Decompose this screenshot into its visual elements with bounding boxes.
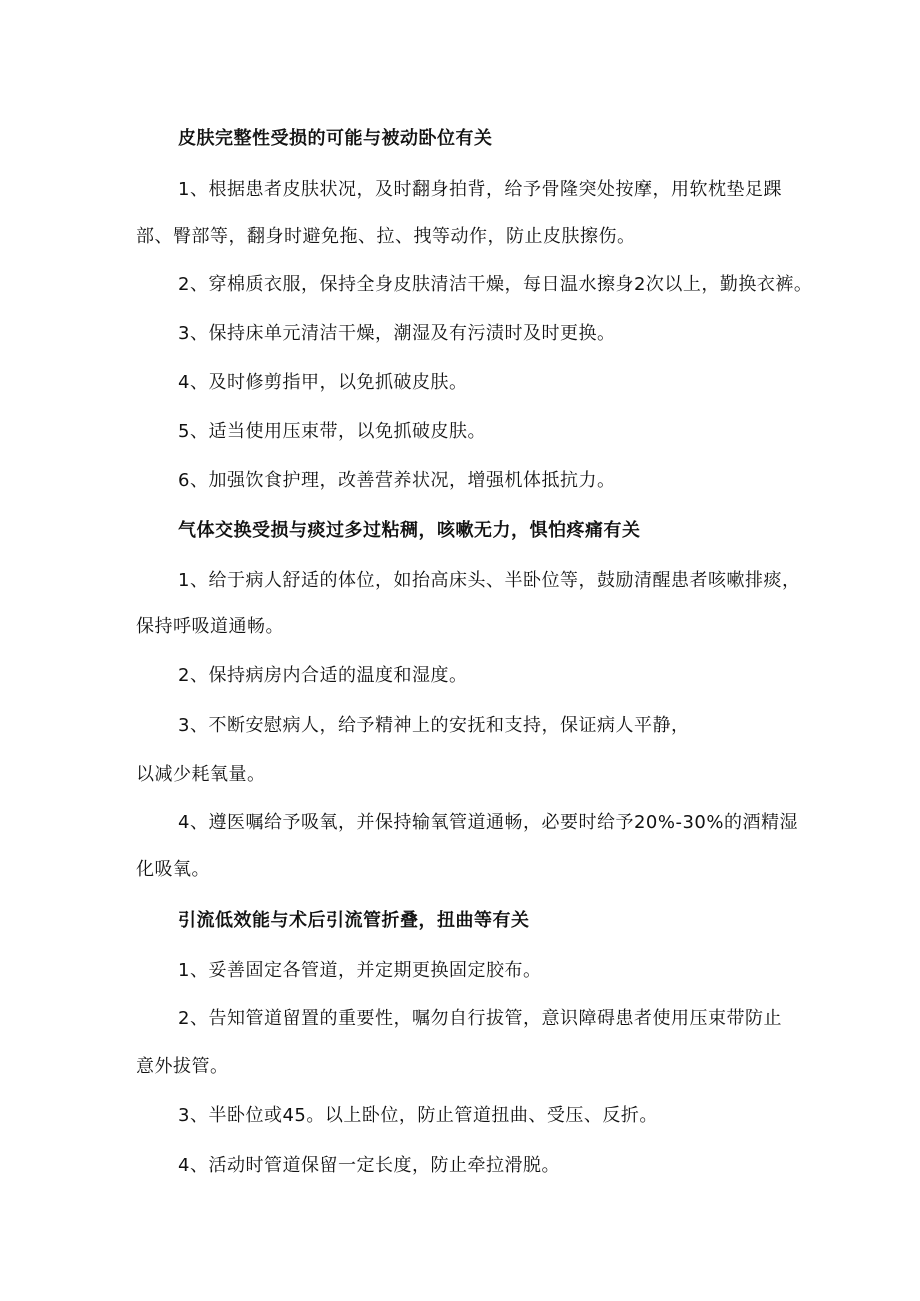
paragraph-line: 5、适当使用压束带，以免抓破皮肤。 bbox=[178, 421, 486, 442]
paragraph-line: 3、保持床单元清洁干燥，潮湿及有污渍时及时更换。 bbox=[178, 323, 616, 344]
section-heading: 皮肤完整性受损的可能与被动卧位有关 bbox=[178, 128, 493, 149]
paragraph-line: 2、穿棉质衣服，保持全身皮肤清洁干燥，每日温水擦身2次以上，勤换衣裤。 bbox=[178, 274, 813, 295]
paragraph-line: 1、妥善固定各管道，并定期更换固定胶布。 bbox=[178, 960, 542, 981]
paragraph-line: 2、保持病房内合适的温度和湿度。 bbox=[178, 665, 468, 686]
paragraph-line: 6、加强饮食护理，改善营养状况，增强机体抵抗力。 bbox=[178, 470, 616, 491]
section-heading: 气体交换受损与痰过多过粘稠，咳嗽无力，惧怕疼痛有关 bbox=[178, 520, 641, 541]
paragraph-line: 1、给于病人舒适的体位，如抬高床头、半卧位等，鼓励清醒患者咳嗽排痰， bbox=[178, 570, 801, 591]
section-heading: 引流低效能与术后引流管折叠，扭曲等有关 bbox=[178, 910, 530, 931]
paragraph-line: 3、不断安慰病人，给予精神上的安抚和支持，保证病人平静， bbox=[178, 715, 690, 736]
paragraph-line: 意外拔管。 bbox=[136, 1056, 229, 1077]
paragraph-line: 部、臀部等，翻身时避免拖、拉、拽等动作，防止皮肤擦伤。 bbox=[136, 226, 636, 247]
paragraph-line: 4、及时修剪指甲，以免抓破皮肤。 bbox=[178, 372, 468, 393]
paragraph-line: 1、根据患者皮肤状况，及时翻身拍背，给予骨隆突处按摩，用软枕垫足踝 bbox=[178, 179, 782, 200]
paragraph-line: 3、半卧位或45。以上卧位，防止管道扭曲、受压、反折。 bbox=[178, 1105, 658, 1126]
paragraph-line: 4、遵医嘱给予吸氧，并保持输氧管道通畅，必要时给予20%-30%的酒精湿 bbox=[178, 812, 798, 833]
paragraph-line: 化吸氧。 bbox=[136, 859, 210, 880]
paragraph-line: 4、活动时管道保留一定长度，防止牵拉滑脱。 bbox=[178, 1155, 560, 1176]
paragraph-line: 保持呼吸道通畅。 bbox=[136, 616, 284, 637]
paragraph-line: 2、告知管道留置的重要性，嘱勿自行拔管，意识障碍患者使用压束带防止 bbox=[178, 1008, 782, 1029]
paragraph-line: 以减少耗氧量。 bbox=[136, 764, 266, 785]
